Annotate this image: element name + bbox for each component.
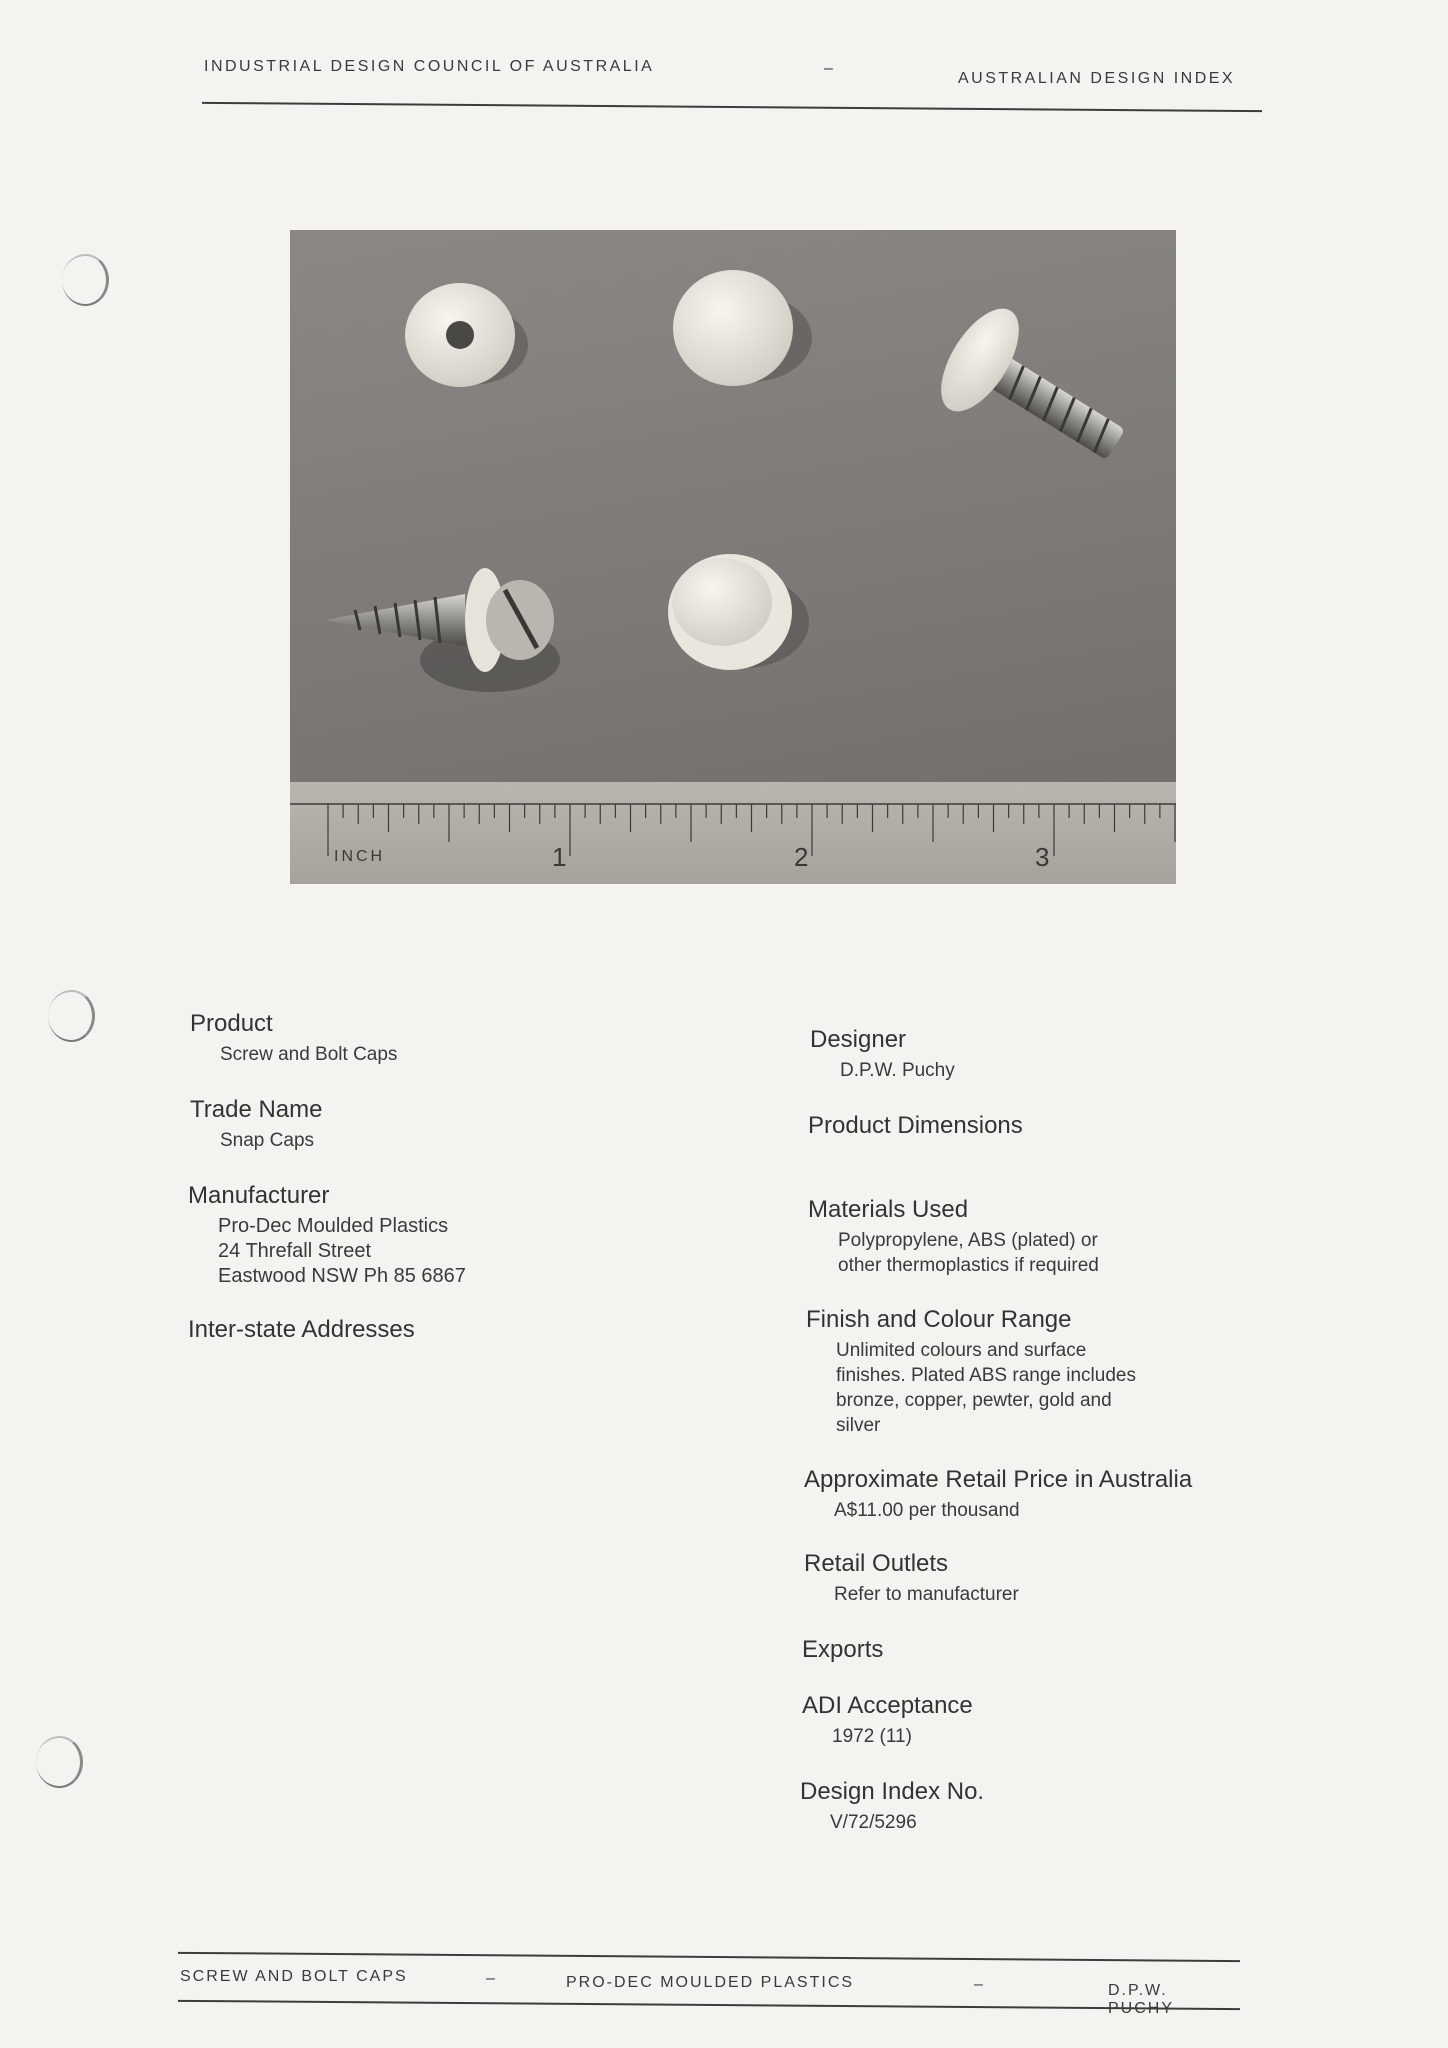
binder-hole-bottom: [36, 1736, 83, 1788]
design-index-label: Design Index No.: [800, 1778, 985, 1805]
field-exports: [802, 1636, 883, 1664]
field-product: [190, 1010, 397, 1067]
manufacturer-value: Pro-Dec Moulded Plastics 24 Threfall Street Eastwood NSW Ph 85 6867: [218, 1215, 466, 1287]
designer-value: D.P.W. Puchy: [840, 1060, 955, 1081]
field-retail-price: [804, 1466, 1192, 1523]
field-finish-colour: [806, 1306, 1136, 1438]
binder-hole-top: [62, 254, 109, 306]
field-trade-name: [190, 1096, 323, 1153]
finish-label: Finish and Colour Range: [806, 1306, 1072, 1333]
binder-hole-middle: [48, 990, 95, 1042]
materials-value: Polypropylene, ABS (plated) or other thermoplastics if required: [838, 1230, 1099, 1276]
trade-name-label: Trade Name: [190, 1096, 323, 1123]
ruler-mark-1: 1: [552, 842, 567, 872]
finish-value: Unlimited colours and surface finishes. Plated ABS range includes bronze, copper, pewter, gold and silver: [836, 1340, 1136, 1436]
footer-product: SCREW AND BOLT CAPS: [180, 1968, 408, 1985]
price-value: A$11.00 per thousand: [834, 1500, 1020, 1521]
field-materials: [808, 1196, 1099, 1278]
price-label: Approximate Retail Price in Australia: [804, 1466, 1193, 1493]
manufacturer-label: Manufacturer: [188, 1182, 330, 1209]
interstate-label: Inter-state Addresses: [188, 1316, 415, 1343]
footer-manufacturer: PRO-DEC MOULDED PLASTICS: [566, 1974, 855, 1991]
dimensions-label: Product Dimensions: [808, 1112, 1023, 1139]
product-value: Screw and Bolt Caps: [220, 1044, 398, 1065]
field-design-index: [800, 1778, 984, 1835]
footer-dash-1: –: [486, 1970, 497, 1987]
header-dash: –: [824, 60, 836, 77]
footer-rule-top: [178, 1952, 1240, 1962]
footer-dash-2: –: [974, 1976, 985, 1993]
inch-ruler: [290, 782, 1176, 884]
design-index-value: V/72/5296: [830, 1812, 917, 1833]
field-manufacturer: [188, 1182, 466, 1289]
ruler-unit-label: INCH: [334, 848, 386, 865]
outlets-value: Refer to manufacturer: [834, 1584, 1019, 1605]
designer-label: Designer: [810, 1026, 907, 1053]
trade-name-value: Snap Caps: [220, 1130, 315, 1151]
field-product-dimensions: [808, 1112, 1023, 1140]
field-retail-outlets: [804, 1550, 1019, 1607]
product-label: Product: [190, 1010, 273, 1037]
field-designer: [810, 1026, 955, 1083]
adi-label: ADI Acceptance: [802, 1692, 973, 1719]
ruler-mark-2: 2: [794, 842, 809, 872]
outlets-label: Retail Outlets: [804, 1550, 949, 1577]
exports-label: Exports: [802, 1636, 884, 1663]
product-photo: [290, 230, 1176, 884]
ruler-mark-3: 3: [1035, 842, 1050, 872]
materials-label: Materials Used: [808, 1196, 969, 1223]
field-interstate-addresses: [188, 1316, 415, 1344]
index-name: AUSTRALIAN DESIGN INDEX: [958, 70, 1236, 87]
adi-value: 1972 (11): [832, 1726, 912, 1747]
footer-designer: D.P.W. PUCHY: [1108, 1982, 1175, 2017]
council-name: INDUSTRIAL DESIGN COUNCIL OF AUSTRALIA: [204, 58, 655, 75]
field-adi-acceptance: [802, 1692, 973, 1749]
